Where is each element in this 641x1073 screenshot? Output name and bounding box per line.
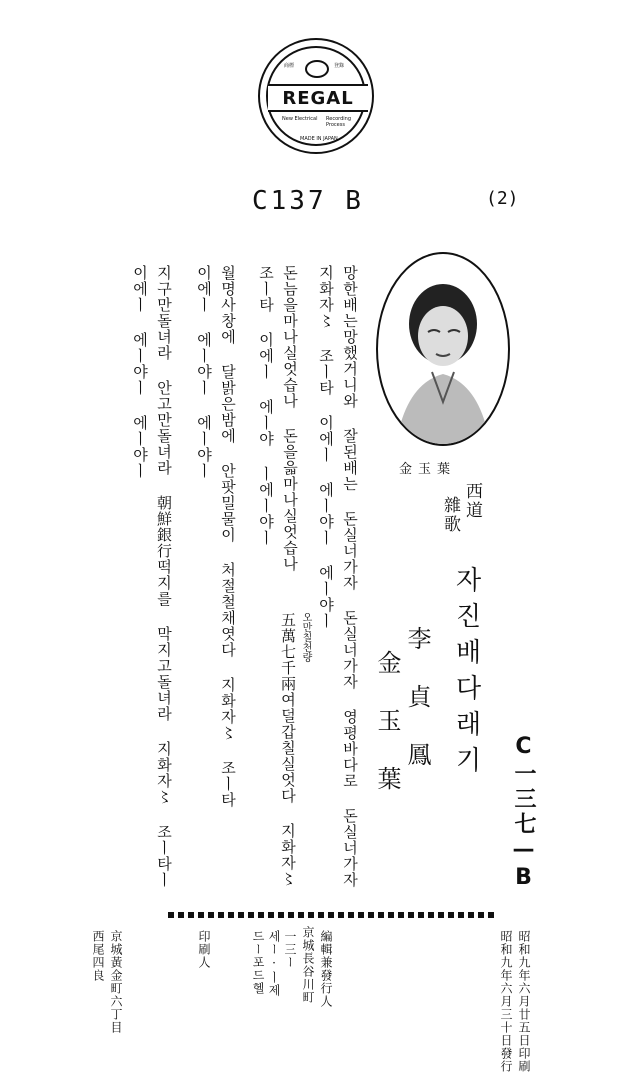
imprint-printer-label: 印刷人 xyxy=(197,930,211,969)
song-title: 자진배다래기 xyxy=(451,566,481,782)
artist-1: 李貞鳳 xyxy=(403,626,431,800)
logo-inner-ring xyxy=(266,46,366,146)
artist-2: 金玉葉 xyxy=(373,650,401,824)
imprint-editor-name-2: 드ー포드헬 xyxy=(251,930,265,995)
portrait-caption: 金玉葉 xyxy=(399,462,457,477)
genre-line-1: 西道 xyxy=(462,482,482,520)
lyric-line-7: 지구만돌녀라 안고만돌녀라 朝鮮銀行떡지를 막지고돌녀라 지화자〻 조ㅣ타ㅣ xyxy=(155,265,173,888)
logo-sub-right: Recording Process xyxy=(326,116,352,128)
genre-line-2: 雜歌 xyxy=(440,496,460,534)
imprint-editor-no: 一三ー xyxy=(283,930,297,969)
catalog-number: C137 B xyxy=(252,186,364,216)
lyric-line-4: 조ㅣ타 이에ㅣ 에ㅣ야 ㅣ에ㅣ야ㅣ xyxy=(257,265,275,546)
vertical-catalog-number: C一三七—B xyxy=(511,734,536,893)
lyric-line-6: 이에ㅣ 에ㅣ야ㅣ 에ㅣ야ㅣ xyxy=(195,265,213,479)
portrait-photo xyxy=(376,252,510,446)
logo-brand: REGAL xyxy=(282,88,354,109)
logo-emblem-icon xyxy=(305,60,329,78)
annotation-text: 五萬七千兩여덜갑칠실엇다 지화자〻 xyxy=(279,612,297,887)
imprint-pub-date: 昭和九年六月三十日發行 xyxy=(499,930,513,1073)
annotation-ruby: 오만칠천량 xyxy=(300,612,311,662)
lyric-line-5: 월명사창에 달밝은밤에 안팟밀물이 처절철채엿다 지화자〻 조ㅣ타 xyxy=(219,265,237,808)
regal-logo xyxy=(258,38,374,154)
divider-rule xyxy=(168,912,494,918)
imprint-editor-address: 京城長谷川町 xyxy=(301,926,315,1004)
lyric-line-8: 이에ㅣ 에ㅣ야ㅣ 에ㅣ야ㅣ xyxy=(131,265,149,479)
side-number: (2) xyxy=(486,188,519,209)
logo-footer: MADE IN JAPAN xyxy=(300,136,338,142)
imprint-print-date: 昭和九年六月廿五日印刷 xyxy=(517,930,531,1073)
lyric-line-1: 망한배는망했거니와 잘된배는 돈실너가자 돈실너가자 영평바다로 돈실너가자 xyxy=(341,265,359,888)
imprint-editor-label: 編輯兼發行人 xyxy=(319,930,333,1008)
lyric-line-2: 지화자〻 조ㅣ타 이에ㅣ 에ㅣ야ㅣ 에ㅣ야ㅣ xyxy=(317,265,335,629)
logo-sub-left: New Electrical xyxy=(282,116,318,122)
logo-top-left: 商標 xyxy=(284,63,295,69)
imprint-printer-address: 京城黃金町六丁目 xyxy=(109,930,123,1034)
lyric-line-3: 돈늠을마나실엇습나 돈을읇마나실엇습나 xyxy=(281,265,299,572)
imprint-editor-name-1: 세ー·ㅣ제 xyxy=(267,930,281,997)
imprint-printer-name: 西尾四良 xyxy=(91,930,105,982)
portrait-figure-icon xyxy=(378,254,508,444)
logo-top-right: 登錄 xyxy=(334,63,345,69)
